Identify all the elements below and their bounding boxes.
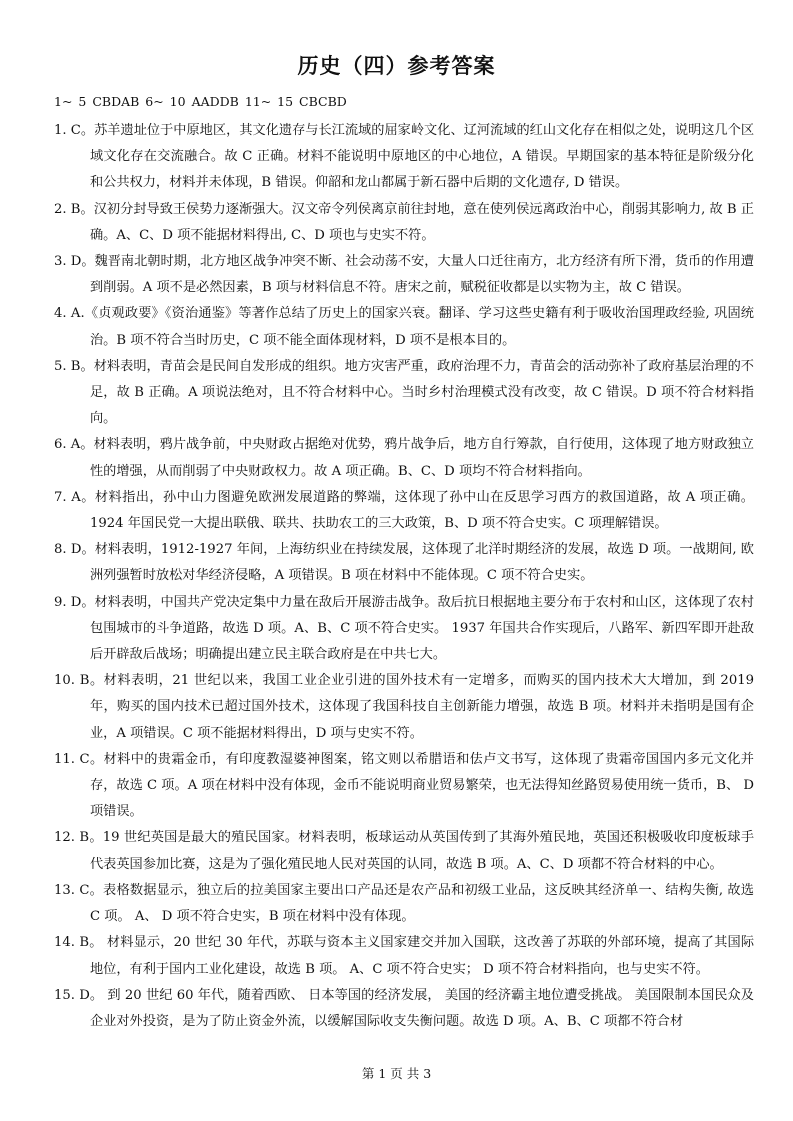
explanation-text: 。魏晋南北朝时期，北方地区战争冲突不断、社会动荡不安，大量人口迁往南方，北方经济有所下滑，货币的作用遭到削弱。A 项不是必然因素，B 项与材料信息不符。唐宋之前，赋税征收都是以实物为主，故 C 错误。 xyxy=(81,254,754,296)
explanation-item xyxy=(54,249,754,301)
question-answer-label: 1. C xyxy=(54,123,81,138)
explanation-text: 。材料指出，孙中山力图避免欧洲发展道路的弊端，这体现了孙中山在反思学习西方的救国道路，故 A 项正确。1924 年国民党一大提出联俄、联共、扶助农工的三大政策，B、D 项不符合史实。C 项理解错误。 xyxy=(80,489,754,532)
question-answer-label: 15. D xyxy=(54,987,90,1003)
question-answer-label: 12. B xyxy=(54,830,90,846)
page-title: 历史（四）参考答案 xyxy=(297,54,496,78)
explanation-item xyxy=(54,668,754,747)
explanation-text: 。表格数据显示，独立后的拉美国家主要出口产品还是农产品和初级工业品，这反映其经济单一、结构失衡, 故选 C 项。 A、 D 项不符合史实，B 项在材料中没有体现。 xyxy=(89,882,754,925)
question-answer-label: 3. D xyxy=(54,254,82,270)
explanation-item xyxy=(54,930,754,982)
page-footer: 第 1 页 共 3 xyxy=(361,1066,432,1081)
explanation-item xyxy=(54,747,754,826)
question-answer-label: 2. B xyxy=(54,201,81,217)
explanation-item xyxy=(54,590,754,669)
explanation-text: 。材料中的贵霜金币，有印度教湿婆神图案，铭文则以希腊语和佉卢文书写，这体现了贵霜帝国国内多元文化并存，故选 C 项。A 项在材料中没有体现，金币不能说明商业贸易繁荣，也无法得知丝路贸易使用统一货币，B、 D 项错误。 xyxy=(89,751,754,820)
explanation-text: 。材料表明，鸦片战争前，中央财政占据绝对优势，鸦片战争后，地方自行筹款，自行使用，这体现了地方财政独立性的增强，从而削弱了中央财政权力。故 A 项正确。B、C、D 项均不符合材料指向。 xyxy=(80,437,754,479)
explanation-item xyxy=(54,485,754,537)
explanation-text: 。 到 20 世纪 60 年代，随着西欧、 日本等国的经济发展， 美国的经济霸主地位遭受挑战。 美国限制本国民众及企业对外投资，是为了防止资金外流，以缓解国际收支失衡问题。故选 D 项。A、B、C 项都不符合材 xyxy=(89,987,754,1029)
question-answer-label: 10. B xyxy=(54,673,90,689)
question-answer-label: 4. A xyxy=(54,306,81,322)
question-answer-label: 11. C xyxy=(54,751,90,767)
question-answer-label: 13. C xyxy=(54,882,90,898)
question-answer-label: 9. D xyxy=(54,594,82,610)
explanation-item xyxy=(54,878,754,930)
explanation-text: 。 材料显示，20 世纪 30 年代，苏联与资本主义国家建交并加入国联，这改善了苏联的外部环境，提高了其国际地位，有利于国内工业化建设，故选 B 项。 A、C 项不符合史实； D 项不符合材料指向，也与史实不符。 xyxy=(89,935,755,977)
question-answer-label: 8. D xyxy=(54,542,82,558)
answer-key-line: 1~ 5 CBDAB 6~ 10 AADDB 11~ 15 CBCBD xyxy=(54,94,347,109)
question-answer-label: 7. A xyxy=(54,489,81,505)
explanation-text: 。汉初分封导致王侯势力逐渐强大。汉文帝令列侯离京前往封地，意在使列侯远离政治中心，削弱其影响力, 故 B 正确。A、C、D 项不能据材料得出, C、D 项也与史实不符。 xyxy=(80,201,754,243)
explanation-list xyxy=(54,118,754,1035)
explanation-item xyxy=(54,432,754,484)
explanation-text: 。材料表明，青苗会是民间自发形成的组织。地方灾害严重，政府治理不力，青苗会的活动弥补了政府基层治理的不足，故 B 正确。A 项说法绝对，且不符合材料中心。当时乡村治理模式没有改变，故 C 错误。D 项不符合材料指向。 xyxy=(80,358,754,427)
explanation-item xyxy=(54,537,754,589)
explanation-item xyxy=(54,118,754,197)
explanation-item xyxy=(54,197,754,249)
explanation-item xyxy=(54,983,754,1035)
explanation-item xyxy=(54,354,754,433)
question-answer-label: 6. A xyxy=(54,437,81,453)
explanation-text: 。苏羊遗址位于中原地区，其文化遗存与长江流域的屈家岭文化、辽河流域的红山文化存在相似之处，说明这几个区域文化存在交流融合。故 C 正确。材料不能说明中原地区的中心地位，A 错误。早期国家的基本特征是阶级分化和公共权力，材料并未体现，B 错误。仰韶和龙山都属于新石器中后期的文化遗存, D 错误。 xyxy=(80,123,755,191)
explanation-item xyxy=(54,301,754,353)
explanation-text: 。材料表明，21 世纪以来，我国工业企业引进的国外技术有一定增多，而购买的国内技术大大增加，到 2019 年，购买的国内技术已超过国外技术，这体现了我国科技自主创新能力增强，故选 B 项。材料并未指明是国有企业，A 项错误。C 项不能据材料得出，D 项与史实不符。 xyxy=(89,673,754,741)
question-answer-label: 5. B xyxy=(54,358,81,374)
explanation-text: .《贞观政要》《资治通鉴》等著作总结了历史上的国家兴衰。翻译、学习这些史籍有利于吸收治国理政经验, 巩固统治。B 项不符合当时历史，C 项不能全面体现材料，D 项不是根本目的。 xyxy=(80,306,754,348)
question-answer-label: 14. B xyxy=(54,935,90,951)
explanation-text: 。19 世纪英国是最大的殖民国家。材料表明，板球运动从英国传到了其海外殖民地，英国还积极吸收印度板球手代表英国参加比赛，这是为了强化殖民地人民对英国的认同，故选 B 项。A、C、D 项都不符合材料的中心。 xyxy=(89,830,755,872)
explanation-text: 。材料表明，1912-1927 年间，上海纺织业在持续发展，这体现了北洋时期经济的发展，故选 D 项。一战期间, 欧洲列强暂时放松对华经济侵略，A 项错误。B 项在材料中不能体现。C 项不符合史实。 xyxy=(81,542,754,584)
explanation-item xyxy=(54,825,754,877)
explanation-text: 。材料表明，中国共产党决定集中力量在敌后开展游击战争。敌后抗日根据地主要分布于农村和山区，这体现了农村包围城市的斗争道路，故选 D 项。A、B、C 项不符合史实。 1937 年国共合作实现后，八路军、新四军即开赴敌后开辟敌后战场；明确提出建立民主联合政府是在中共七大。 xyxy=(81,594,754,663)
